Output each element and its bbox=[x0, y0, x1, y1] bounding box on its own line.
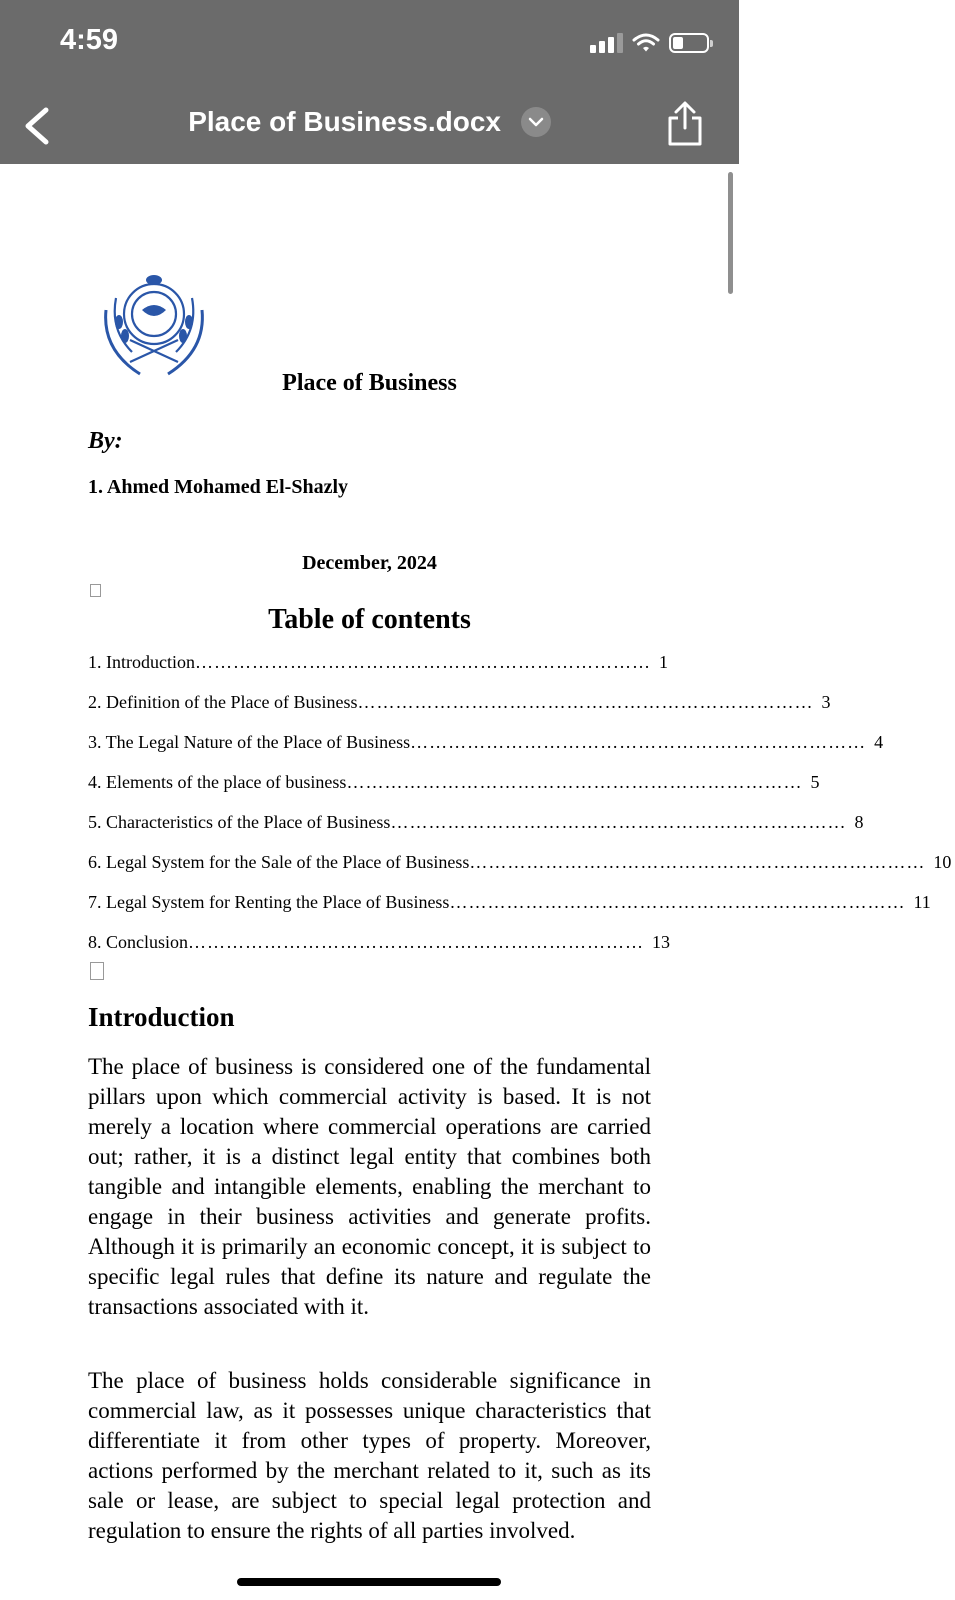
paragraph: The place of business is considered one of the fundamental pillars upon which commercial activity is based. It is not merely a location where commercial operations are carried out; rather, it is a distinct legal entity that combines both tangible and intangible elements, enabling the merchant to engage in their business activities and generate profits. Although it is primarily an economic concept, it is subject to specific legal rules that define its nature and regulate the transactions associated with it. bbox=[88, 1054, 651, 1319]
toc-item-page: 11 bbox=[913, 892, 931, 912]
toc-item-elements[interactable]: 4. Elements of the place of business ……………………………………………………………… 5 bbox=[88, 772, 578, 796]
placeholder-glyph-icon bbox=[90, 962, 104, 980]
status-icons bbox=[590, 33, 709, 53]
toc-item-page: 13 bbox=[652, 932, 671, 952]
home-indicator[interactable] bbox=[237, 1578, 501, 1586]
toc-item-page: 1 bbox=[658, 652, 668, 672]
battery-icon bbox=[669, 33, 709, 53]
cellular-signal-icon bbox=[590, 33, 623, 53]
toc-item-label: 4. Elements of the place of business bbox=[88, 772, 347, 792]
file-name: Place of Business.docx bbox=[188, 105, 501, 137]
scrollbar[interactable] bbox=[728, 172, 733, 294]
toc-item-conclusion[interactable]: 8. Conclusion ……………………………………………………………… 13 bbox=[88, 932, 578, 956]
toc-item-definition[interactable]: 2. Definition of the Place of Business ……………………………………………………………… 3 bbox=[88, 692, 578, 716]
author-name: 1. Ahmed Mohamed El-Shazly bbox=[88, 476, 349, 498]
toc-item-legal-nature[interactable]: 3. The Legal Nature of the Place of Business ……………………………………………………………… 4 bbox=[88, 732, 578, 756]
status-time: 4:59 bbox=[60, 24, 119, 56]
by-label: By: bbox=[88, 428, 123, 454]
document-page[interactable] bbox=[0, 164, 952, 1600]
toc-item-sale[interactable]: 6. Legal System for the Sale of the Place of Business ……………………………………………………………… 10 bbox=[88, 852, 578, 876]
document-title: Place of Business bbox=[282, 370, 457, 396]
toc-item-label: 3. The Legal Nature of the Place of Business bbox=[88, 732, 411, 752]
toc-heading: Table of contents bbox=[268, 604, 471, 635]
top-bar bbox=[0, 0, 739, 164]
toc-item-introduction[interactable]: 1. Introduction ……………………………………………………………… 1 bbox=[88, 652, 578, 676]
toc-item-label: 8. Conclusion bbox=[88, 932, 189, 952]
toc-item-label: 1. Introduction bbox=[88, 652, 195, 672]
paragraph: The place of business holds considerable significance in commercial law, as it possesses unique characteristics that differentiate it from other types of property. Moreover, actions performed by the merchant related to it, such as its sale or lease, are subject to special legal protection and regulation to ensure the rights of all parties involved. bbox=[88, 1368, 651, 1543]
document-title-header[interactable] bbox=[0, 104, 739, 138]
university-logo-icon bbox=[92, 270, 212, 380]
share-button[interactable] bbox=[665, 100, 705, 148]
document-date: December, 2024 bbox=[302, 552, 437, 574]
toc-item-page: 4 bbox=[874, 732, 884, 752]
toc-item-page: 10 bbox=[933, 852, 952, 872]
toc-item-page: 3 bbox=[821, 692, 831, 712]
toc-item-label: 5. Characteristics of the Place of Business bbox=[88, 812, 391, 832]
toc-item-label: 6. Legal System for the Sale of the Place of Business bbox=[88, 852, 470, 872]
toc-item-label: 2. Definition of the Place of Business bbox=[88, 692, 358, 712]
toc-item-renting[interactable]: 7. Legal System for Renting the Place of Business ……………………………………………………………… 11 bbox=[88, 892, 578, 916]
placeholder-glyph-icon bbox=[90, 584, 101, 597]
chevron-down-icon bbox=[521, 107, 551, 137]
toc-item-page: 5 bbox=[810, 772, 820, 792]
toc-item-label: 7. Legal System for Renting the Place of Business bbox=[88, 892, 450, 912]
toc-item-page: 8 bbox=[854, 812, 864, 832]
introduction-heading: Introduction bbox=[88, 1002, 235, 1032]
toc-item-characteristics[interactable]: 5. Characteristics of the Place of Business ……………………………………………………………… 8 bbox=[88, 812, 578, 836]
wifi-icon bbox=[633, 33, 659, 53]
title-menu-chevron-button[interactable] bbox=[521, 107, 551, 137]
